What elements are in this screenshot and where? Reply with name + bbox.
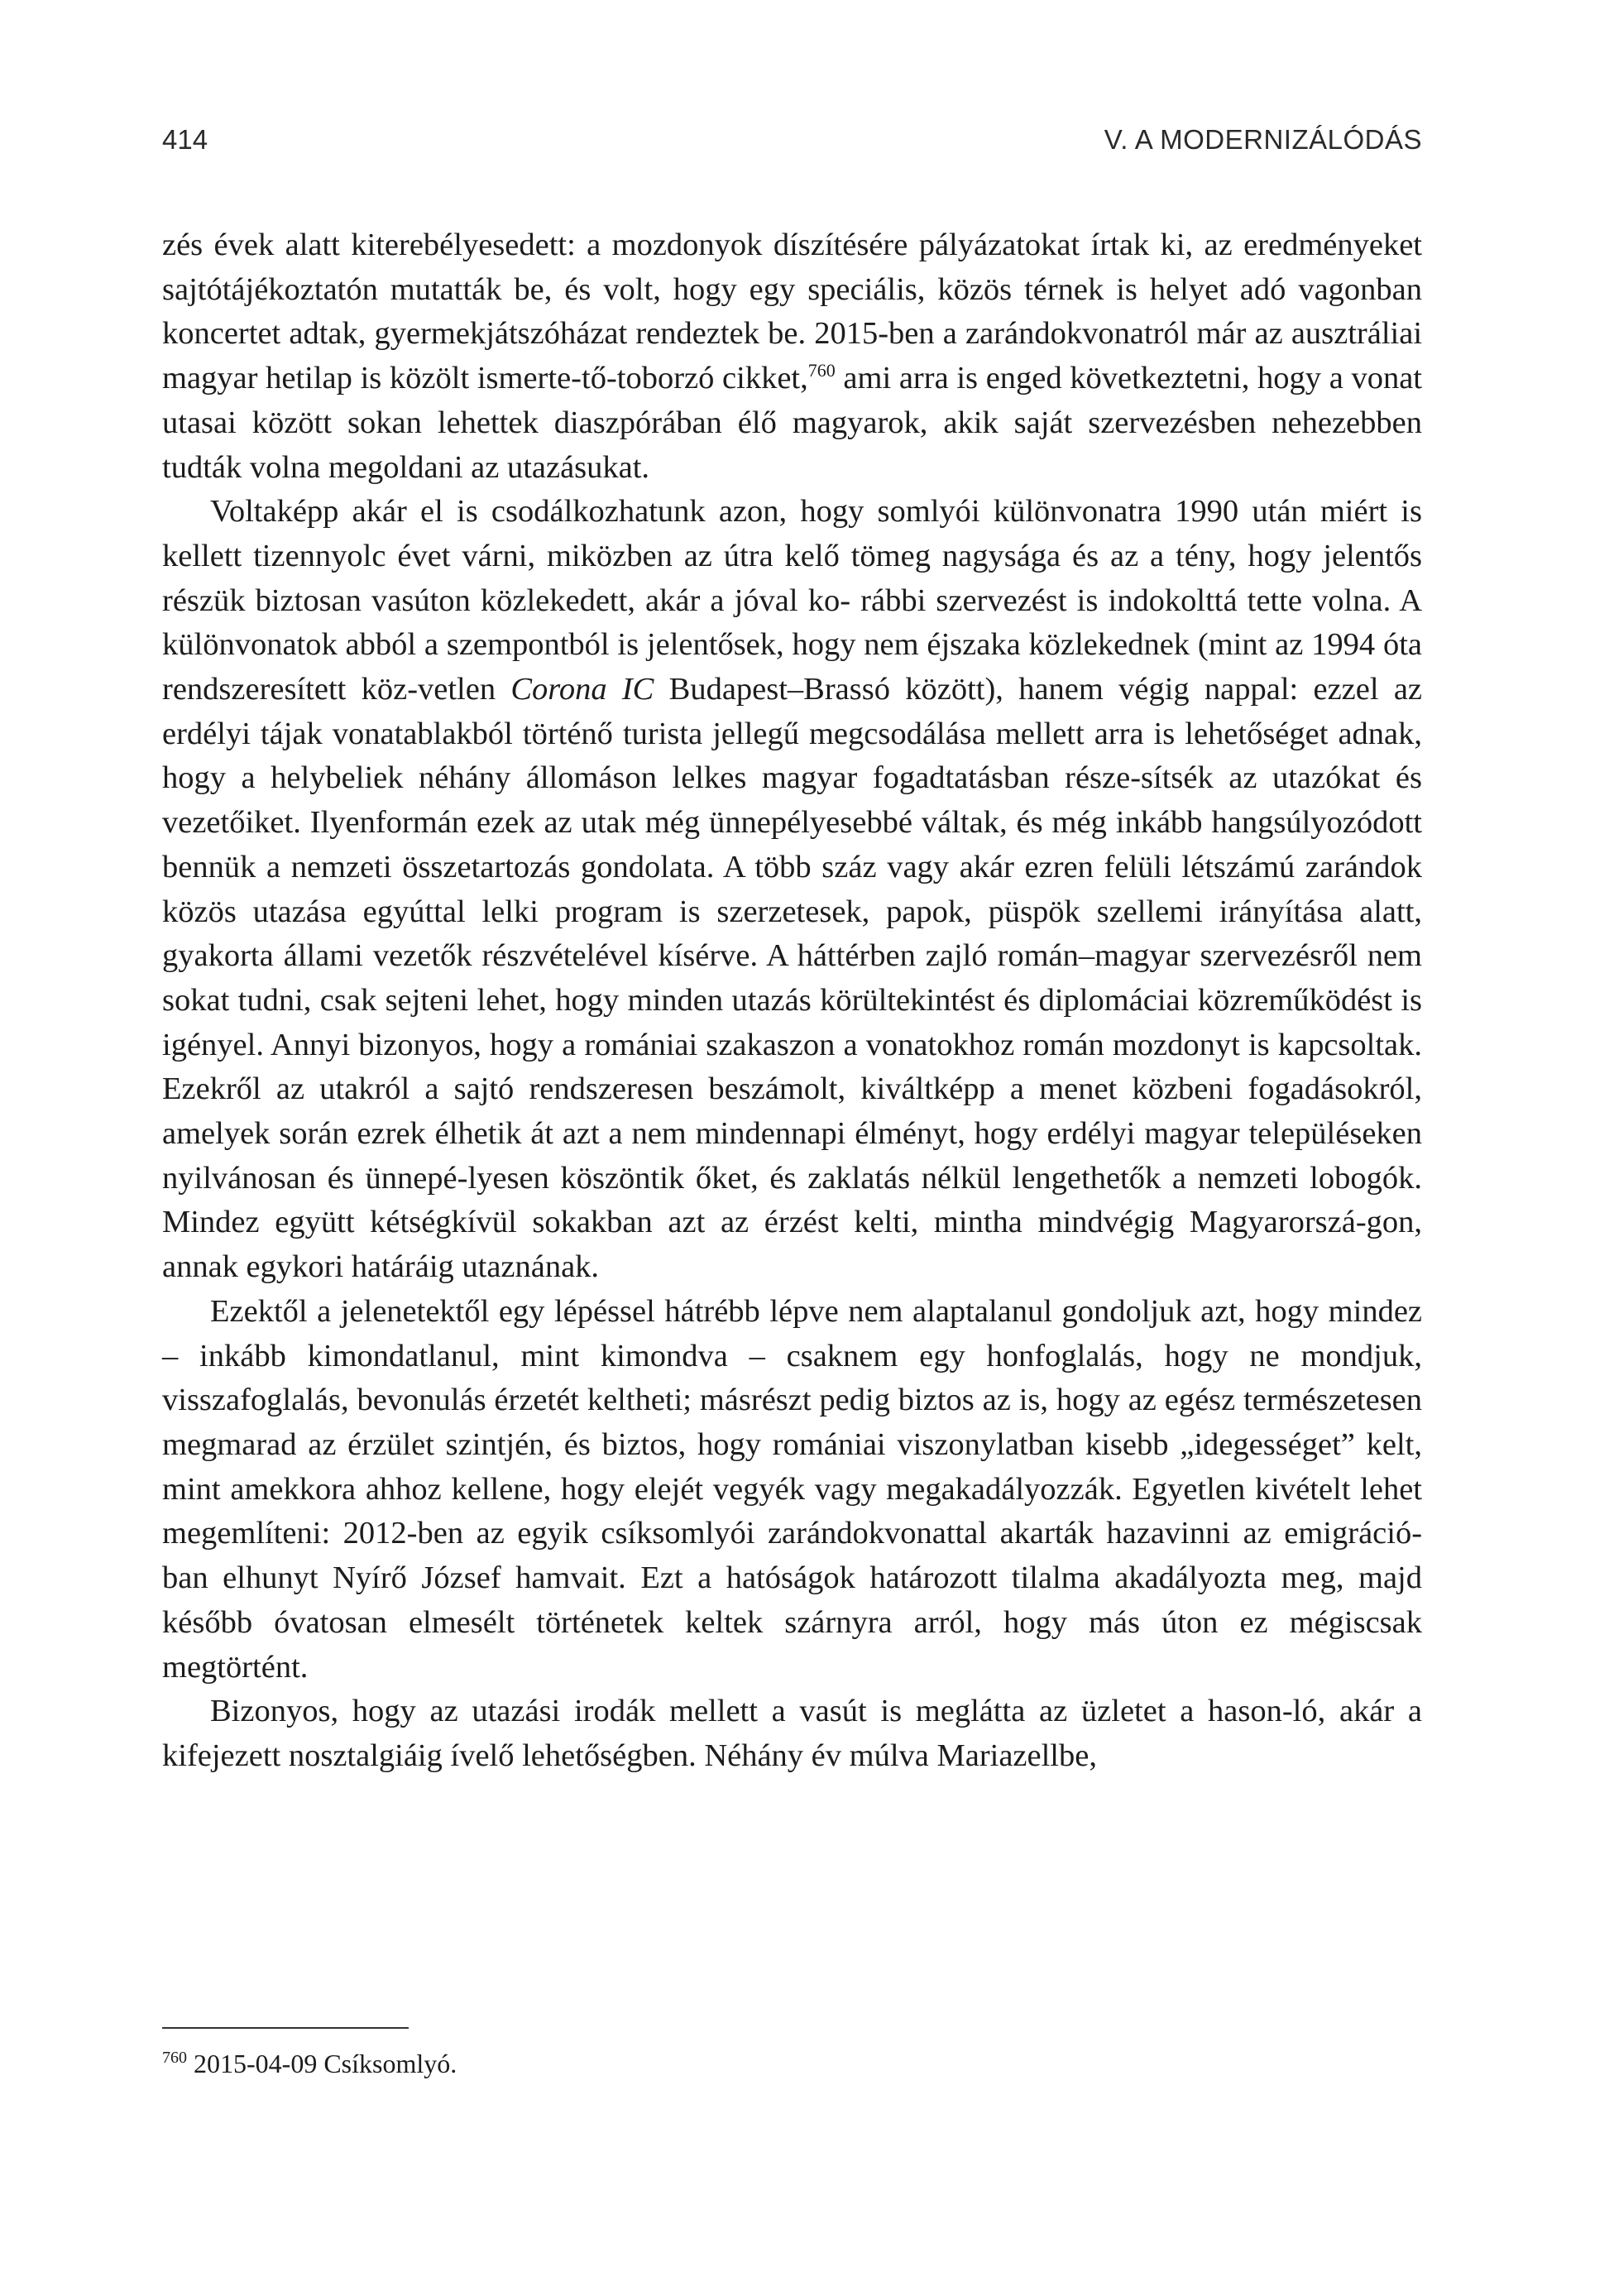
text-line: adnak, hogy a helybeliek néhány állomáson lelkes magyar fogadtatásban része- (162, 716, 1423, 796)
text-line: 2015-ben a zarándokvonatról már az ausztráliai magyar hetilap is közölt ismerte- (162, 316, 1423, 396)
text-line: tő-toborzó cikket, (582, 361, 808, 396)
text-line: sokat tudni, csak sejteni lehet, hogy minden utazás körültekintést és diplomáciai (162, 982, 1190, 1018)
text-line: hogy elejét vegyék vagy megakadályozzák. Egyetlen kivételt lehet megemlíteni: (162, 1471, 1422, 1551)
text-line: mindennapi élményt, hogy erdélyi magyar településeken nyilvánosan és ünnepé- (162, 1116, 1422, 1196)
text-line: Bizonyos, hogy az utazási irodák mellett a vasút is meglátta az üzletet a hason- (210, 1694, 1293, 1729)
text-line: az is, hogy az egész természetesen megmarad az érzület szintjén, és biztos, hogy (162, 1383, 1423, 1462)
paragraph-2 (162, 490, 1422, 1290)
paragraph-1 (162, 223, 1422, 490)
text-line: program is szerzetesek, papok, püspök szellemi irányítása alatt, gyakorta állami (162, 894, 1423, 974)
text-line: ami arra is enged következtetni, hogy a vonat utasai között (162, 361, 1422, 440)
paragraph-4 (162, 1690, 1422, 1778)
train-name: Corona IC (510, 672, 654, 707)
text-line: zés évek alatt kiterebélyesedett: a mozdonyok díszítésére pályázatokat írtak ki, (162, 228, 1194, 262)
text-line: vezetők részvételével kísérve. A háttérben zajló román–magyar szervezésről nem (372, 938, 1423, 974)
text-line: romániai viszonylatban kisebb „idegességet” kelt, mint amekkora ahhoz kellene, (162, 1426, 1423, 1507)
footnote-text: 2015-04-09 Csíksomlyó. (194, 2049, 457, 2078)
text-line: úton ez mégiscsak megtörtént. (162, 1604, 1422, 1685)
text-line: kiváltképp a menet közbeni fogadásokról, amelyek során ezrek élhetik át azt a nem (162, 1071, 1423, 1152)
text-line: jelentősek, hogy nem éjszaka közlekednek (mint az 1994 óta rendszeresített köz- (162, 627, 1422, 707)
text-line: Ezektől a jelenetektől egy lépéssel hátrébb lépve nem alaptalanul gondoljuk azt, (210, 1293, 1246, 1329)
text-line: közreműködést is igényel. Annyi bizonyos, hogy a romániai szakaszon a vonatokhoz (162, 982, 1423, 1062)
text-line: lyesen köszöntik őket, és zaklatás nélkül lengethetők a nemzeti lobogók. Mindez (162, 1160, 1422, 1240)
text-line: ban elhunyt Nyírő József hamvait. Ezt a hatóságok határozott tilalma akadályozta (162, 1560, 1267, 1596)
footnote-reference[interactable]: 760 (807, 360, 836, 381)
text-line: Voltaképp akár el is csodálkozhatunk azon, hogy somlyói különvonatra 1990 (210, 494, 1239, 530)
text-line: hogy mindez – inkább kimondatlanul, mint kimondva – csaknem egy honfoglalás, (162, 1293, 1423, 1373)
text-line: együtt kétségkívül sokakban azt az érzést kelti, mintha mindvégig Magyarorszá- (275, 1205, 1367, 1240)
footnote-divider (162, 2027, 409, 2029)
text-line: az eredményeket sajtótájékoztatón mutatták be, és volt, hogy egy speciális, közös (162, 228, 1422, 307)
text-line: gon, annak egykori határáig utaznának. (162, 1205, 1423, 1285)
chapter-title: V. A MODERNIZÁLÓDÁS (1104, 124, 1422, 155)
text-line: váltak, és még inkább hangsúlyozódott bennük a nemzeti összetartozás gondolata. (162, 805, 1422, 884)
text-line: A több száz vagy akár ezren felüli létszámú zarándok közös utazása egyúttal lelki (162, 849, 1422, 929)
text-line: tudták volna megoldani az utazásukat. (162, 449, 650, 485)
text-line: után miért is kellett tizennyolc évet várni, miközben az útra kelő tömeg nagysága (162, 494, 1422, 573)
text-line: Budapest–Brassó között), hanem végig nappal: ezzel az erdélyi (162, 672, 1422, 751)
text-line: meg, majd később óvatosan elmesélt történetek keltek szárnyra arról, hogy más (162, 1560, 1422, 1640)
text-line: sítsék az utazókat és vezetőiket. Ilyenformán ezek az utak még ünnepélyesebbé (162, 760, 1422, 841)
text-line: hogy ne mondjuk, visszafoglalás, bevonulás érzetét keltheti; másrészt pedig biztos (162, 1338, 1423, 1418)
text-line: ló, akár a kifejezett nosztalgiáig ívelő lehetőségben. Néhány év múlva Mariazellbe, (162, 1694, 1422, 1773)
text-line: vetlen (418, 672, 511, 707)
text-line: román mozdonyt is kapcsoltak. Ezekről az utakról a sajtó rendszeresen beszámolt, (162, 1027, 1422, 1107)
text-line: rábbi szervezést is indokolttá tette volna. A különvonatok abból a szempontból is (162, 582, 1423, 663)
text-line: sokan lehettek diaszpórában élő magyarok, akik saját szervezésben nehezebben (347, 405, 1422, 440)
paragraph-3 (162, 1290, 1422, 1690)
footnote (162, 2045, 457, 2082)
text-line: térnek is helyet adó vagonban koncertet adtak, gyermekjátszóházat rendeztek be. (162, 271, 1422, 352)
text-line: tájak vonatablakból történő turista jellegű megcsodálása mellett arra is lehetőséget (260, 716, 1329, 751)
running-header (162, 124, 1422, 165)
footnote-number: 760 (162, 2049, 187, 2068)
page-number: 414 (162, 124, 208, 155)
body-text (162, 223, 1422, 1779)
text-line: és az a tény, hogy jelentős részük biztosan vasúton közlekedett, akár a jóval ko- (162, 538, 1422, 618)
text-line: 2012-ben az egyik csíksomlyói zarándokvonattal akarták hazavinni az emigráció- (342, 1516, 1423, 1551)
